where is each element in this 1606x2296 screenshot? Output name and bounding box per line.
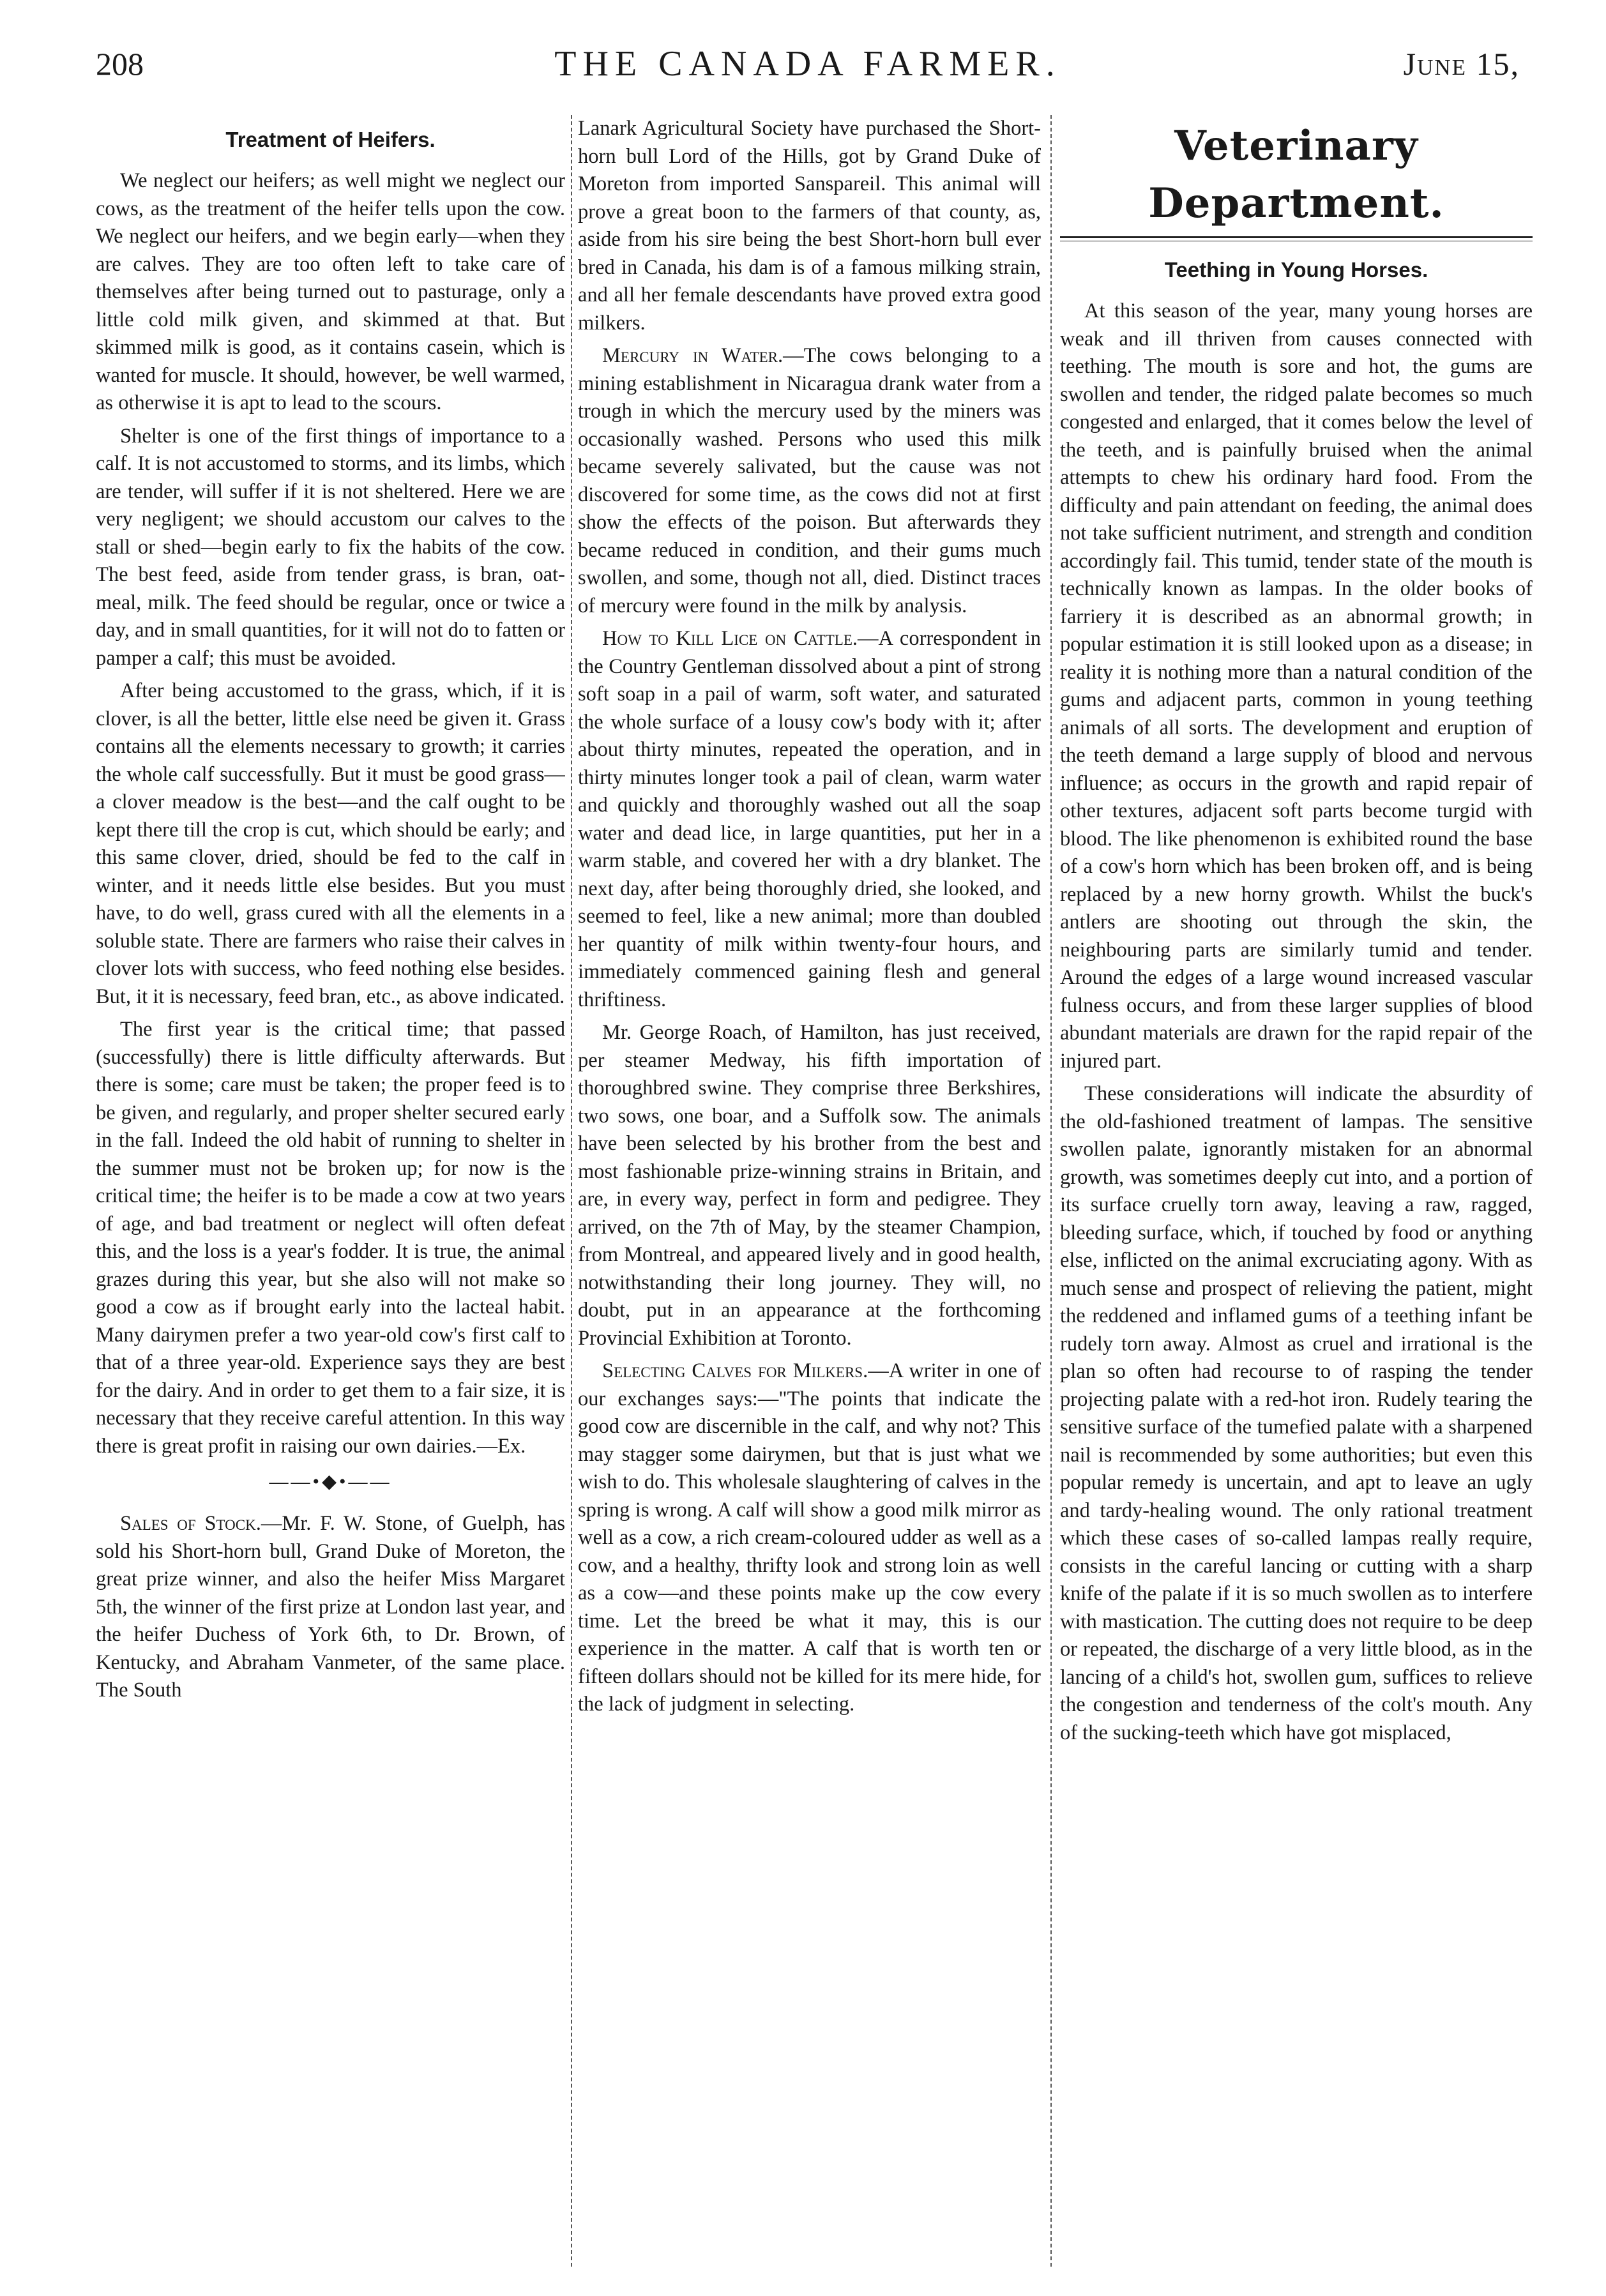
article-paragraph: Shelter is one of the first things of importance to a calf. It is not accustomed to storms, and its limbs, which are tender, will suffer if it is not sheltered. Here we are very negligent; we should accustom our calves to the stall or shed—begin early to fix the habits of the cow. The best feed, aside from tender grass, is bran, oat-meal, milk. The feed should be regular, once or twice a day, and in small quantities, for it will not do to fatten or pamper a calf; this must be avoided. — [96, 424, 565, 670]
column-rule — [1050, 115, 1052, 2267]
news-item-lice — [578, 625, 1041, 1014]
news-item-lead: Sales of Stock. — [120, 1512, 261, 1535]
column-middle — [578, 115, 1041, 2273]
article-paragraph: These considerations will indicate the absurdity of the old-fashioned treatment of lampas. The sensitive swollen palate, ignorantly mistaken for an abnormal growth, was sometimes deeply cut into, and a portion of its surface cruelly torn away, leaving a raw, ragged, bleeding surface, which, if touched by food or anything else, inflicted on the animal excruciating agony. With as much sense and prospect of relieving the patient, might the reddened and inflamed gums of a teething infant be rudely torn away. Almost as cruel and irrational is the plan so often had recourse to of rasping the tender projecting palate with a red-hot iron. Rudely tearing the sensitive surface of the tumefied palate with a sharpened nail is recommended by some authorities; but even this popular remedy is uncertain, and apt to leave an ugly and tardy-healing wound. The only rational treatment which these cases of so-called lampas really require, consists in the careful lancing or cutting with a sharp knife of the palate if it is so much swollen as to interfere with mastication. The cutting does not require to be deep or repeated, the discharge of a very little blood, as in the lancing of a child's hot, swollen gum, suffices to relieve the congestion and tenderness of the colt's mouth. Any of the sucking-teeth which have got misplaced, — [1060, 1082, 1533, 1744]
news-item-lead: Selecting Calves for Milkers. — [602, 1359, 868, 1382]
issue-date: June 15, — [1403, 46, 1520, 82]
article-paragraph: At this season of the year, many young horses are weak and ill thriven from causes connected with teething. The mouth is sore and hot, the gums are swollen and tender, the ridged palate becomes so much congested and enlarged, that it comes below the level of the teeth, and is painfully bruised when the animal attempts to chew his ordinary hard food. From the difficulty and pain attendant on feeding, the animal does not take sufficient nutriment, and strength and condition accordingly fail. This tumid, tender state of the mouth is technically known as lampas. In the older books of farriery it is described as an abnormal growth; in popular estimation it is still looked upon as a disease; in reality it is nothing more than a natural condition of the gums and adjacent parts, common in young teething animals of all sorts. The development and eruption of the teeth demand a large supply of blood and nervous influence; as occurs in the growth and rapid repair of other textures, adjacent soft parts become turgid with blood. The like phenomenon is exhibited round the base of a cow's horn which has been broken off, and is being replaced by a new horny growth. Whilst the buck's antlers are shooting out through the skin, the neighbouring parts are similarly tumid and tender. Around the edges of a large wound increased vascular fulness occurs, and from these larger supplies of blood abundant materials are drawn for the rapid repair of the injured part. — [1060, 299, 1533, 1073]
article-heading-teething: Teething in Young Horses. — [1164, 258, 1428, 282]
news-item-roach: Mr. George Roach, of Hamilton, has just received, per steamer Medway, his fifth importation of thoroughbred swine. They comprise three Berkshires, two sows, one boar, and a Suffolk sow. The animals have been selected by his brother from the best and most fashionable prize-winning strains in Britain, and are, in every way, perfect in form and pedigree. They arrived, on the 7th of May, by the steamer Champion, from Montreal, and appeared lively and in good health, notwithstanding their long journey. They will, no doubt, put in an appearance at the forthcoming Provincial Exhibition at Toronto. — [578, 1021, 1041, 1350]
section-ornament: ——•◆•—— — [269, 1471, 392, 1492]
news-item-lead: Mercury in Water. — [602, 344, 784, 367]
news-item-mercury — [578, 342, 1041, 620]
news-item-calves — [578, 1357, 1041, 1719]
continued-paragraph: Lanark Agricultural Society have purchased the Short-horn bull Lord of the Hills, got by Grand Duke of Moreton from imported Sanspareil. This animal will prove a great boon to the farmers of that county, as, aside from his sire being the best Short-horn bull ever bred in Canada, his dam is of a famous milking strain, and all her female descendants have proved extra good milkers. — [578, 117, 1041, 335]
column-left — [96, 115, 565, 2273]
department-rule — [1060, 236, 1533, 241]
news-item-sales — [96, 1510, 565, 1705]
department-title: Veterinary Department. — [1148, 122, 1444, 227]
article-heading-heifers: Treatment of Heifers. — [225, 128, 436, 151]
news-item-lead: How to Kill Lice on Cattle. — [602, 627, 858, 650]
article-paragraph: The first year is the critical time; that passed (successfully) there is little difficulty afterwards. But there is some; care must be taken; the proper feed is to be given, and regularly, and proper shelter secured early in the fall. Indeed the old habit of running to shelter in the summer must not be broken up; for now is the critical time; the heifer is to be made a cow at two years of age, and bad treatment or neglect will often defeat this, and the loss is a year's fodder. It is true, the animal grazes during this year, but she also will not make so good a cow as if brought early into the lacteal habit. Many dairymen prefer a two year-old cow's first calf to that of a three year-old. Experience says they are best for the dairy. And in order to get them to a fair size, it is necessary that they receive careful attention. In this way there is great profit in raising our own dairies.—Ex. — [96, 1018, 565, 1458]
masthead-title: THE CANADA FARMER. — [554, 44, 1061, 84]
page-number: 208 — [96, 46, 144, 82]
column-rule — [571, 115, 572, 2267]
column-right — [1060, 115, 1533, 2273]
news-item-text: —Mr. F. W. Stone, of Guelph, has sold his Short-horn bull, Grand Duke of Moreton, the great prize winner, and also the heifer Miss Margaret 5th, the winner of the first prize at London last year, and the heifer Duchess of York 6th, to Dr. Brown, of Kentucky, and Abraham Vanmeter, of the same place. The South — [96, 1512, 565, 1702]
article-paragraph: After being accustomed to the grass, which, if it is clover, is all the better, little else need be given it. Grass contains all the elements necessary to growth; it carries the whole calf successfully. But it must be good grass—a clover meadow is the best—and the calf ought to be kept there till the crop is cut, which should be early; and this same clover, dried, should be fed to the calf in winter, and it needs little else besides. But you must have, to do well, grass cured with all the elements in a soluble state. There are farmers who raise their calves in clover lots with success, who feed nothing else besides. But, it it is necessary, feed bran, etc., as above indicated. — [96, 679, 565, 1008]
article-paragraph: We neglect our heifers; as well might we neglect our cows, as the treatment of the heifer tells upon the cow. We neglect our heifers, and we begin early—when they are calves. They are too often left to take care of themselves after being turned out to pasturage, only a little cold milk given, and skimmed at that. But skimmed milk is good, as it contains casein, which is wanted for muscle. It should, however, be well warmed, as otherwise it is apt to lead to the scours. — [96, 169, 565, 414]
news-item-text: —A correspondent in the Country Gentleman dissolved about a pint of strong soft soap in a pail of warm, soft water, and saturated the whole surface of a lousy cow's body with it; after about thirty minutes, repeated the operation, and in thirty minutes longer took a pail of clean, warm water and quickly and thoroughly washed out all the soap water and dead lice, in large quantities, put her in a warm stable, and covered her with a dry blanket. The next day, after being thoroughly dried, she looked, and seemed to feel, like a new animal; more than doubled her quantity of milk within twenty-four hours, and immediately commenced gaining flesh and general thriftiness. — [578, 627, 1041, 1011]
news-item-text: —A writer in one of our exchanges says:—"The points that indicate the good cow are discernible in the calf, and why not? This may stagger some dairymen, but that is just what we wish to do. This wholesale slaughtering of calves in the spring is wrong. A calf will show a good milk mirror as well as a cow, a rich cream-coloured udder as well as a cow, and a healthy, thrifty look and strong loin as well as a cow—and these points make up the cow every time. Let the breed be what it may, this is our experience in the matter. A calf that is worth ten or fifteen dollars should not be killed for its mere hide, for the lack of judgment in selecting. — [578, 1359, 1041, 1716]
running-head — [96, 38, 1520, 89]
news-item-text: —The cows belonging to a mining establishment in Nicaragua drank water from a trough in which the mercury used by the miners was occasionally washed. Persons who used this milk became severely salivated, but the cause was not discovered for some time, as the cows did not at first show the effects of the poison. But afterwards they became reduced in condition, and their gums much swollen, and some, though not all, died. Distinct traces of mercury were found in the milk by analysis. — [578, 344, 1041, 617]
